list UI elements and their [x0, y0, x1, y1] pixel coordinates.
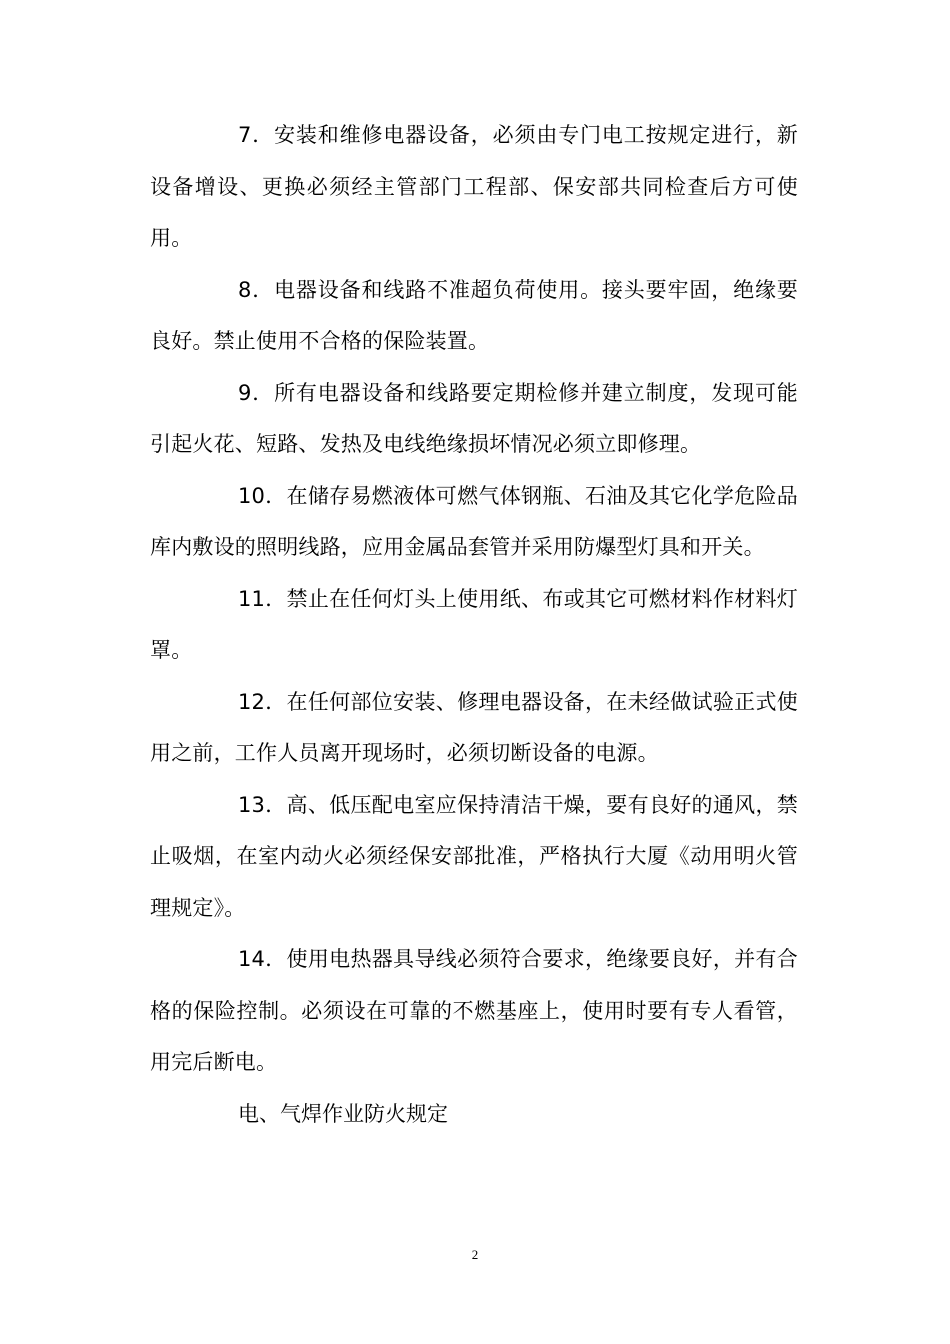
paragraph-11: 11．禁止在任何灯头上使用纸、布或其它可燃材料作材料灯罩。	[150, 586, 798, 662]
paragraph-12: 12．在任何部位安装、修理电器设备，在未经做试验正式使用之前，工作人员离开现场时，必须切断设备的电源。	[150, 689, 798, 765]
paragraph-7: 7．安装和维修电器设备，必须由专门电工按规定进行，新设备增设、更换必须经主管部门工程部、保安部共同检查后方可使用。	[150, 123, 798, 250]
paragraph-9: 9．所有电器设备和线路要定期检修并建立制度，发现可能引起火花、短路、发热及电线绝缘损坏情况必须立即修理。	[150, 380, 798, 456]
paragraph-13: 13．高、低压配电室应保持清洁干燥，要有良好的通风，禁止吸烟，在室内动火必须经保安部批准，严格执行大厦《动用明火管理规定》。	[150, 792, 798, 920]
section-heading: 电、气焊作业防火规定	[238, 1101, 448, 1126]
paragraph-10: 10．在储存易燃液体可燃气体钢瓶、石油及其它化学危险品库内敷设的照明线路，应用金属品套管并采用防爆型灯具和开关。	[150, 483, 798, 559]
page-number: 2	[471, 1247, 479, 1262]
document-body	[150, 110, 798, 1140]
paragraph-14: 14．使用电热器具导线必须符合要求，绝缘要良好，并有合格的保险控制。必须设在可靠的不燃基座上，使用时要有专人看管，用完后断电。	[150, 947, 798, 1074]
paragraph-8: 8．电器设备和线路不准超负荷使用。接头要牢固，绝缘要良好。禁止使用不合格的保险装置。	[150, 277, 798, 353]
